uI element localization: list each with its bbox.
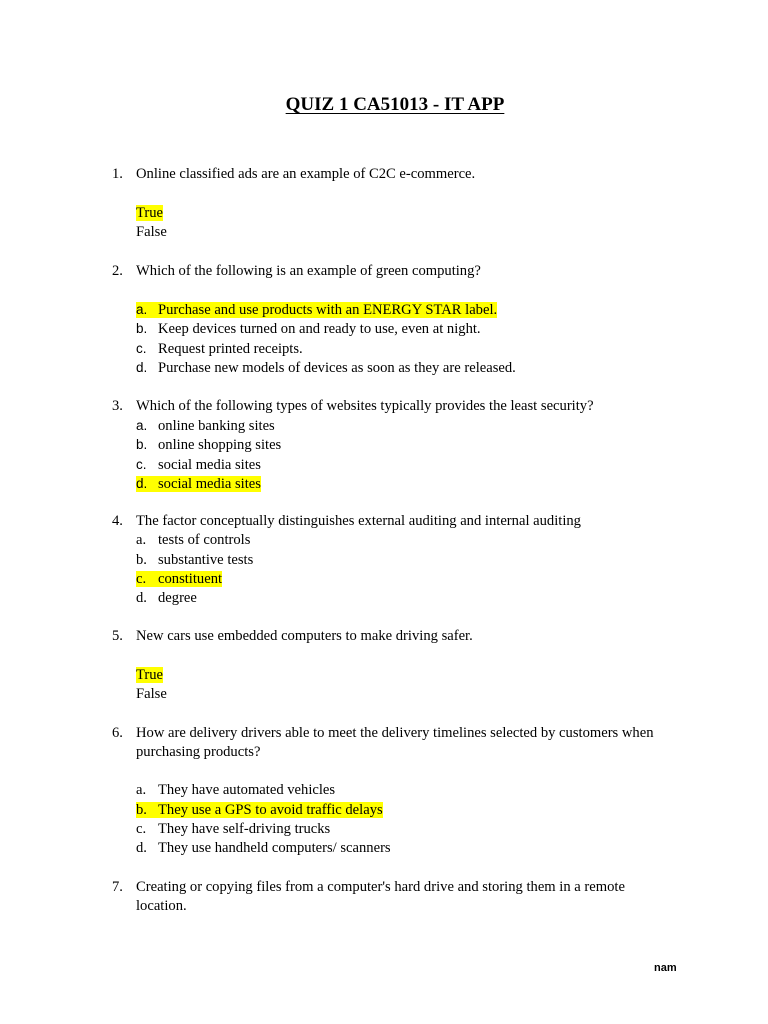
question-2-option-a [136,300,497,320]
quiz-title: QUIZ 1 CA51013 - IT APP [285,94,505,115]
question-4-option-d: d. degree [136,590,197,606]
question-5-option-false: False [136,686,167,702]
question-6-option-c: c. They have self-driving trucks [136,821,331,837]
footer-watermark: nam [654,962,677,974]
question-4-option-a: a. tests of controls [136,532,251,548]
question-5-number: 5. [112,628,123,644]
answer-highlight: d. social media sites [136,476,261,492]
answer-highlight: b. They use a GPS to avoid traffic delays [136,802,383,818]
question-1-option-true [136,204,163,223]
question-3-number: 3. [112,398,123,414]
question-3-option-d [136,474,261,494]
question-3-option-a: a. online banking sites [136,418,275,434]
question-5-text: New cars use embedded computers to make driving safer. [136,628,473,644]
question-3-option-c: c. social media sites [136,457,261,473]
question-2-option-d: d. Purchase new models of devices as soon as they are released. [136,360,516,376]
answer-highlight: True [136,205,164,221]
question-2-text: Which of the following is an example of green computing? [136,263,481,279]
question-1-text: Online classified ads are an example of C2C e-commerce. [136,166,476,182]
question-4-option-c [136,570,222,589]
answer-highlight: a. Purchase and use products with an ENERGY STAR label. [136,302,498,318]
question-6-option-b [136,801,383,820]
question-3-option-b: b. online shopping sites [136,437,282,453]
question-2-option-c: c. Request printed receipts. [136,341,303,357]
question-6-option-d: d. They use handheld computers/ scanners [136,840,391,856]
question-3-text: Which of the following types of websites typically provides the least security? [136,398,594,414]
question-4-text: The factor conceptually distinguishes external auditing and internal auditing [136,513,581,529]
question-6-text-line-1: How are delivery drivers able to meet the delivery timelines selected by customers when [136,725,654,741]
question-2-option-b: b. Keep devices turned on and ready to use, even at night. [136,321,481,337]
question-7-number: 7. [112,879,123,895]
question-1-number: 1. [112,166,123,182]
question-7-text-line-1: Creating or copying files from a computer's hard drive and storing them in a remote [136,879,625,895]
question-6-option-a: a. They have automated vehicles [136,782,336,798]
question-1-option-false: False [136,224,167,240]
answer-highlight: c. constituent [136,571,223,587]
question-4-number: 4. [112,513,123,529]
question-6-text-line-2: purchasing products? [136,744,261,760]
question-5-option-true [136,666,163,685]
question-2-number: 2. [112,263,123,279]
question-7-text-line-2: location. [136,898,187,914]
answer-highlight: True [136,667,164,683]
question-4-option-b: b. substantive tests [136,552,254,568]
question-6-number: 6. [112,725,123,741]
